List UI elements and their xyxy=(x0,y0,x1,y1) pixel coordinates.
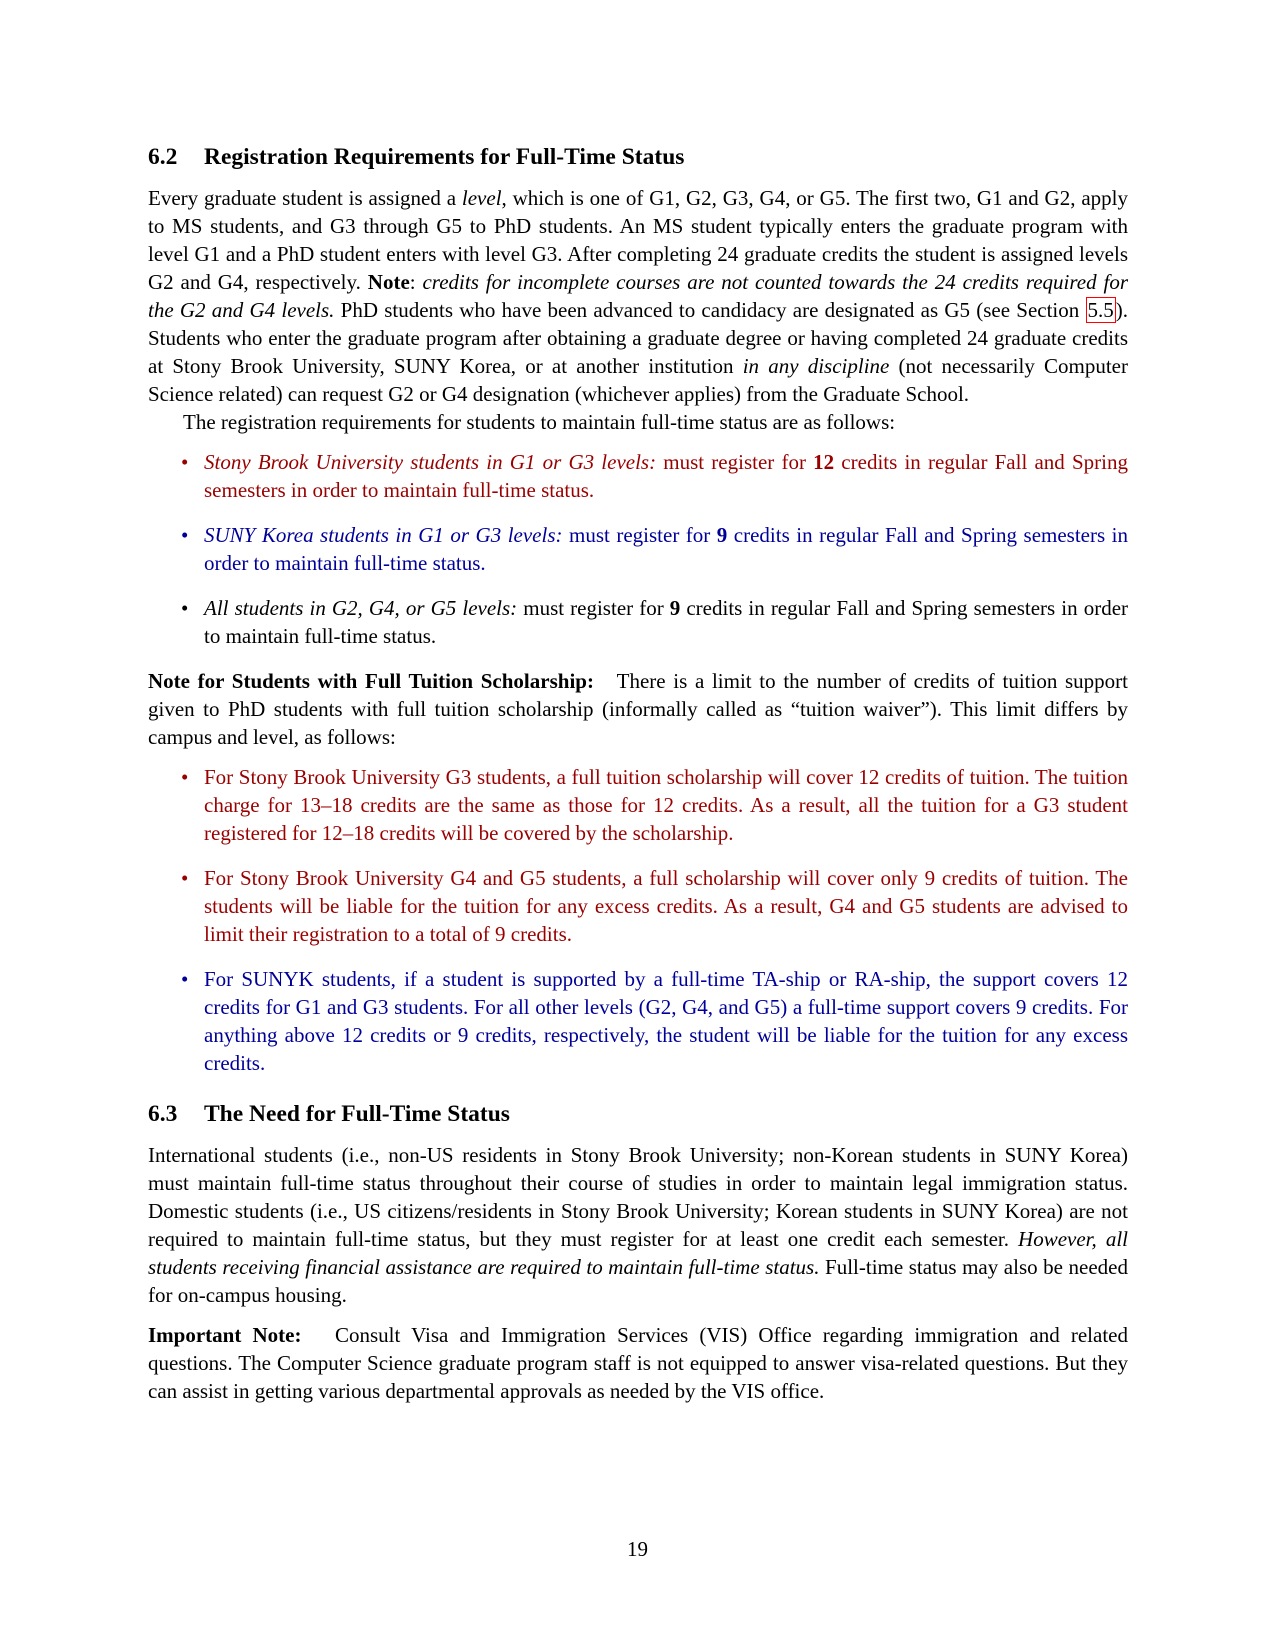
important-title: Important Note: xyxy=(148,1323,302,1347)
text-run: (not necessarily Computer Science related) can request G2 or G4 designation (whichever applies) from the Graduate School. xyxy=(148,354,1128,406)
list-item-lead: Stony Brook University students in G1 or G3 levels: xyxy=(204,450,657,474)
note-title: Note for Students with Full Tuition Scholarship: xyxy=(148,669,594,693)
document-page xyxy=(148,142,1128,1405)
text-run: , which is one of G1, G2, G3, G4, or G5. The first two, G1 and G2, apply to MS students, and G3 through G5 to PhD students. An MS student typically enters the graduate program with level G1 and a PhD student enters with level G3. After completing 24 graduate credits the student is assigned levels G2 and G4, respectively. xyxy=(148,186,1128,294)
requirements-list xyxy=(148,448,1128,650)
section-heading-6-2 xyxy=(148,142,1128,172)
section-number: 6.2 xyxy=(148,144,178,170)
text-run: International students (i.e., non-US residents in Stony Brook University; non-Korean students in SUNY Korea) must maintain full-time status throughout their course of studies in order to maintain legal immigration status. Domestic students (i.e., US citizens/residents in Stony Brook University; Korean students in SUNY Korea) are not required to maintain full-time status, but they must register for at least one credit each semester. xyxy=(148,1143,1128,1251)
scholarship-list xyxy=(148,763,1128,1077)
section-title: Registration Requirements for Full-Time Status xyxy=(204,144,685,170)
list-item: • For Stony Brook University G4 and G5 students, a full scholarship will cover only 9 credits of tuition. The students will be liable for the tuition for any excess credits. As a result, G4 and G5 students are advised to limit their registration to a total of 9 credits. xyxy=(148,864,1128,948)
list-item xyxy=(148,521,1128,577)
text-run: credits in regular Fall and Spring semesters in order to maintain full-time status. xyxy=(204,523,1129,575)
list-item xyxy=(148,594,1128,650)
list-item: • For Stony Brook University G3 students, a full tuition scholarship will cover 12 credits of tuition. The tuition charge for 13–18 credits are the same as those for 12 credits. As a result, all the tuition for a G3 student registered for 12–18 credits will be covered by the scholarship. xyxy=(148,763,1128,847)
credit-count: 9 xyxy=(716,523,728,547)
paragraph-requirements-intro: The registration requirements for students to maintain full-time status are as follows: xyxy=(183,410,896,434)
list-item: • For SUNYK students, if a student is supported by a full-time TA-ship or RA-ship, the support covers 12 credits for G1 and G3 students. For all other levels (G2, G4, and G5) a full-time support covers 9 credits. For anything above 12 credits or 9 credits, respectively, the student will be liable for the tuition for any excess credits. xyxy=(148,965,1128,1077)
text-run: PhD students who have been advanced to candidacy are designated as G5 (see Section xyxy=(334,298,1086,322)
paragraph-levels xyxy=(148,184,1128,408)
credit-count: 9 xyxy=(669,596,681,620)
italic-term: level xyxy=(461,186,502,210)
note-text: There is a limit to the number of credits of tuition support given to PhD students with full tuition scholarship (informally called as “tuition waiver”). This limit differs by campus and level, as follows: xyxy=(148,669,1129,749)
note-label: Note xyxy=(367,270,410,294)
text-run: credits in regular Fall and Spring semesters in order to maintain full-time status. xyxy=(204,450,1128,502)
list-item xyxy=(148,448,1128,504)
text-run: Every graduate student is assigned a xyxy=(148,186,462,210)
text-run: ). Students who enter the graduate program after obtaining a graduate degree or having completed 24 graduate credits at Stony Brook University, SUNY Korea, or at another institution xyxy=(148,298,1128,378)
credit-count: 12 xyxy=(813,450,835,474)
section-heading-6-3 xyxy=(148,1099,1128,1129)
text-run: Full-time status may also be needed for on-campus housing. xyxy=(148,1255,1128,1307)
section-title: The Need for Full-Time Status xyxy=(204,1101,510,1127)
important-text: Consult Visa and Immigration Services (VIS) Office regarding immigration and related questions. The Computer Science graduate program staff is not equipped to answer visa-related questions. But they can assist in getting various departmental approvals as needed by the VIS office. xyxy=(148,1323,1128,1403)
italic-term: in any discipline xyxy=(742,354,890,378)
text-run: must register for xyxy=(517,596,670,620)
text-run: must register for xyxy=(656,450,814,474)
italic-emphasis: However, all students receiving financial assistance are required to maintain full-time status. xyxy=(148,1227,1128,1279)
text-run: must register for xyxy=(562,523,717,547)
text-run: : xyxy=(409,270,423,294)
paragraph-important-note xyxy=(148,1321,1128,1405)
page-number: 19 xyxy=(627,1537,648,1561)
section-link[interactable]: 5.5 xyxy=(1087,298,1114,322)
text-run: credits in regular Fall and Spring semesters in order to maintain full-time status. xyxy=(204,596,1129,648)
list-item-lead: SUNY Korea students in G1 or G3 levels: xyxy=(204,523,563,547)
paragraph-scholarship-note xyxy=(148,667,1128,751)
paragraph-international xyxy=(148,1141,1128,1309)
section-number: 6.3 xyxy=(148,1101,178,1127)
list-item-lead: All students in G2, G4, or G5 levels: xyxy=(204,596,518,620)
note-text: credits for incomplete courses are not counted towards the 24 credits required for the G2 and G4 levels. xyxy=(148,270,1128,322)
